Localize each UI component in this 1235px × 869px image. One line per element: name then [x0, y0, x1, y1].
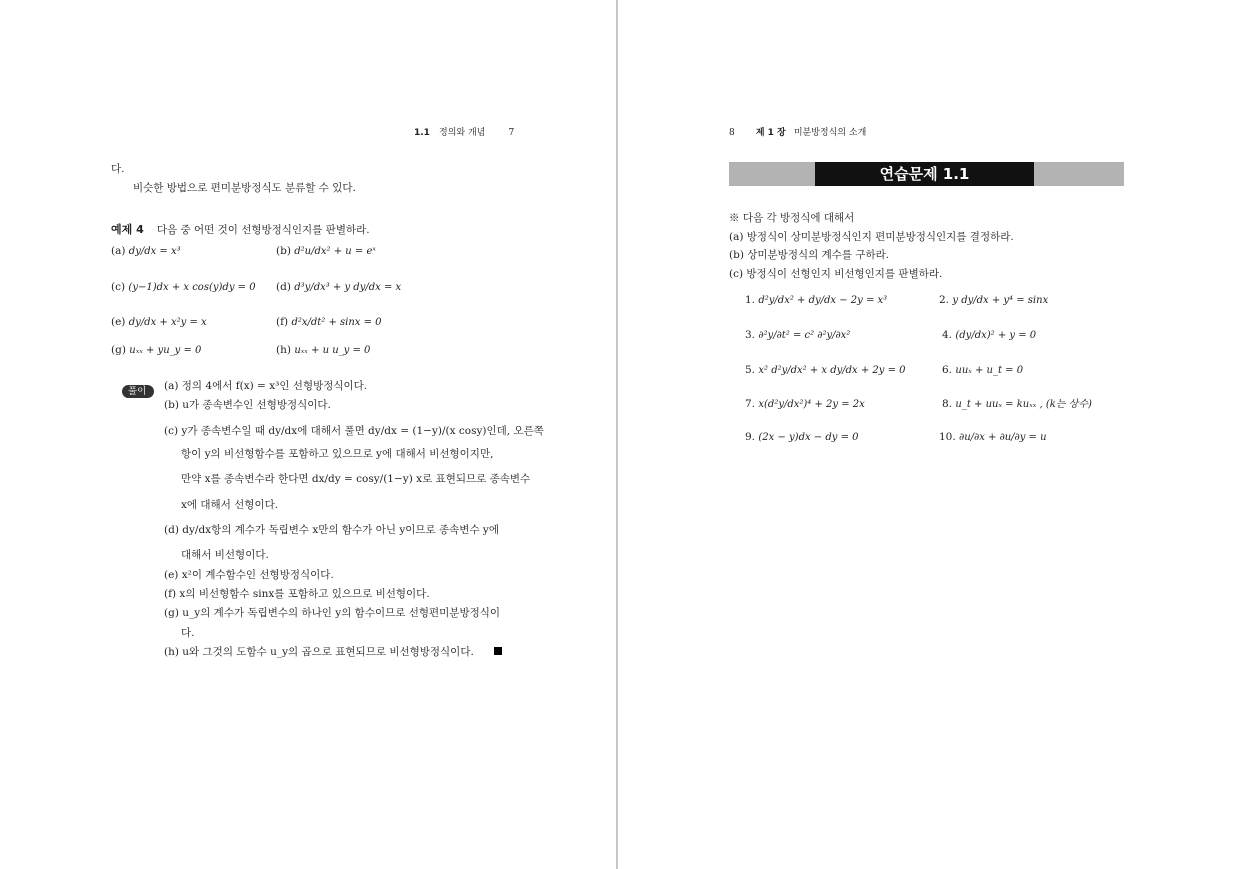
header-title: 정의와 개념 — [439, 128, 486, 138]
solution-line: 대해서 비선형이다. — [181, 549, 269, 561]
intro-line: (c) 방정식이 선형인지 비선형인지를 판별하라. — [729, 268, 943, 280]
header-chapter: 제 1 장 — [755, 128, 786, 138]
solution-line: 항이 y의 비선형함수를 포함하고 있으므로 y에 대해서 비선형이지만, — [181, 448, 494, 460]
right-page — [618, 0, 1235, 869]
example-heading — [111, 218, 370, 237]
example-item: (b) d²u/dx² + u = eˣ — [276, 245, 376, 257]
example-item: (g) uₓₓ + yu_y = 0 — [111, 344, 202, 356]
page-number: 7 — [508, 128, 515, 138]
example-label: 예제 4 — [111, 223, 144, 236]
problem-item: 4. (dy/dx)² + y = 0 — [942, 329, 1037, 341]
problem-item: 9. (2x − y)dx − dy = 0 — [745, 431, 859, 443]
problem-item: 6. uuₓ + u_t = 0 — [942, 364, 1024, 376]
text-line: 비슷한 방법으로 편미분방정식도 분류할 수 있다. — [133, 182, 356, 194]
solution-line: (b) u가 종속변수인 선형방정식이다. — [164, 399, 331, 411]
intro-line: ※ 다음 각 방정식에 대해서 — [729, 212, 855, 224]
text-line: 다. — [111, 163, 125, 175]
example-item: (a) dy/dx = x³ — [111, 245, 181, 257]
header-title: 미분방정식의 소개 — [793, 128, 867, 138]
solution-line: (g) u_y의 계수가 독립변수의 하나인 y의 함수이므로 선형편미분방정식이 — [164, 607, 501, 619]
example-item: (h) uₓₓ + u u_y = 0 — [276, 344, 371, 356]
solution-badge: 풀이 — [122, 379, 154, 398]
exercise-title: 연습문제 1.1 — [815, 162, 1034, 186]
solution-line: (c) y가 종속변수일 때 dy/dx에 대해서 풀면 dy/dx = (1−y)/(x cosy)인데, 오른쪽 — [164, 425, 544, 437]
page-number: 8 — [729, 128, 735, 138]
example-prompt: 다음 중 어떤 것이 선형방정식인지를 판별하라. — [156, 224, 370, 236]
solution-line: 만약 x를 종속변수라 한다면 dx/dy = cosy/(1−y) x로 표현되므로 종속변수 — [181, 473, 531, 485]
problem-item: 8. u_t + uuₓ = kuₓₓ , (k는 상수) — [942, 398, 1092, 410]
solution-line: (d) dy/dx항의 계수가 독립변수 x만의 함수가 아닌 y이므로 종속변수 y에 — [164, 524, 500, 536]
problem-item: 10. ∂u/∂x + ∂u/∂y = u — [939, 431, 1047, 443]
end-of-proof-mark — [494, 647, 502, 655]
problem-item: 3. ∂²y/∂t² = c² ∂²y/∂x² — [745, 329, 851, 341]
example-item: (c) (y−1)dx + x cos(y)dy = 0 — [111, 281, 256, 293]
intro-line: (a) 방정식이 상미분방정식인지 편미분방정식인지를 결정하라. — [729, 231, 1014, 243]
solution-line: (e) x²이 계수함수인 선형방정식이다. — [164, 569, 334, 581]
problem-item: 7. x(d²y/dx²)⁴ + 2y = 2x — [745, 398, 865, 410]
problem-item: 1. d²y/dx² + dy/dx − 2y = x³ — [745, 294, 888, 306]
page-header — [414, 120, 514, 139]
solution-line: (a) 정의 4에서 f(x) = x³인 선형방정식이다. — [164, 380, 368, 392]
solution-line: 다. — [181, 627, 195, 639]
header-section: 1.1 — [414, 128, 430, 138]
solution-line: (h) u와 그것의 도함수 u_y의 곱으로 표현되므로 비선형방정식이다. — [164, 646, 474, 658]
solution-line: x에 대해서 선형이다. — [181, 499, 279, 511]
problem-item: 5. x² d²y/dx² + x dy/dx + 2y = 0 — [745, 364, 906, 376]
example-item: (e) dy/dx + x²y = x — [111, 316, 207, 328]
left-page — [0, 0, 616, 869]
intro-line: (b) 상미분방정식의 계수를 구하라. — [729, 249, 890, 261]
example-item: (f) d²x/dt² + sinx = 0 — [276, 316, 382, 328]
problem-item: 2. y dy/dx + y⁴ = sinx — [939, 294, 1049, 306]
page-header — [729, 120, 866, 139]
solution-line: (f) x의 비선형함수 sinx를 포함하고 있으므로 비선형이다. — [164, 588, 430, 600]
example-item: (d) d³y/dx³ + y dy/dx = x — [276, 281, 402, 293]
